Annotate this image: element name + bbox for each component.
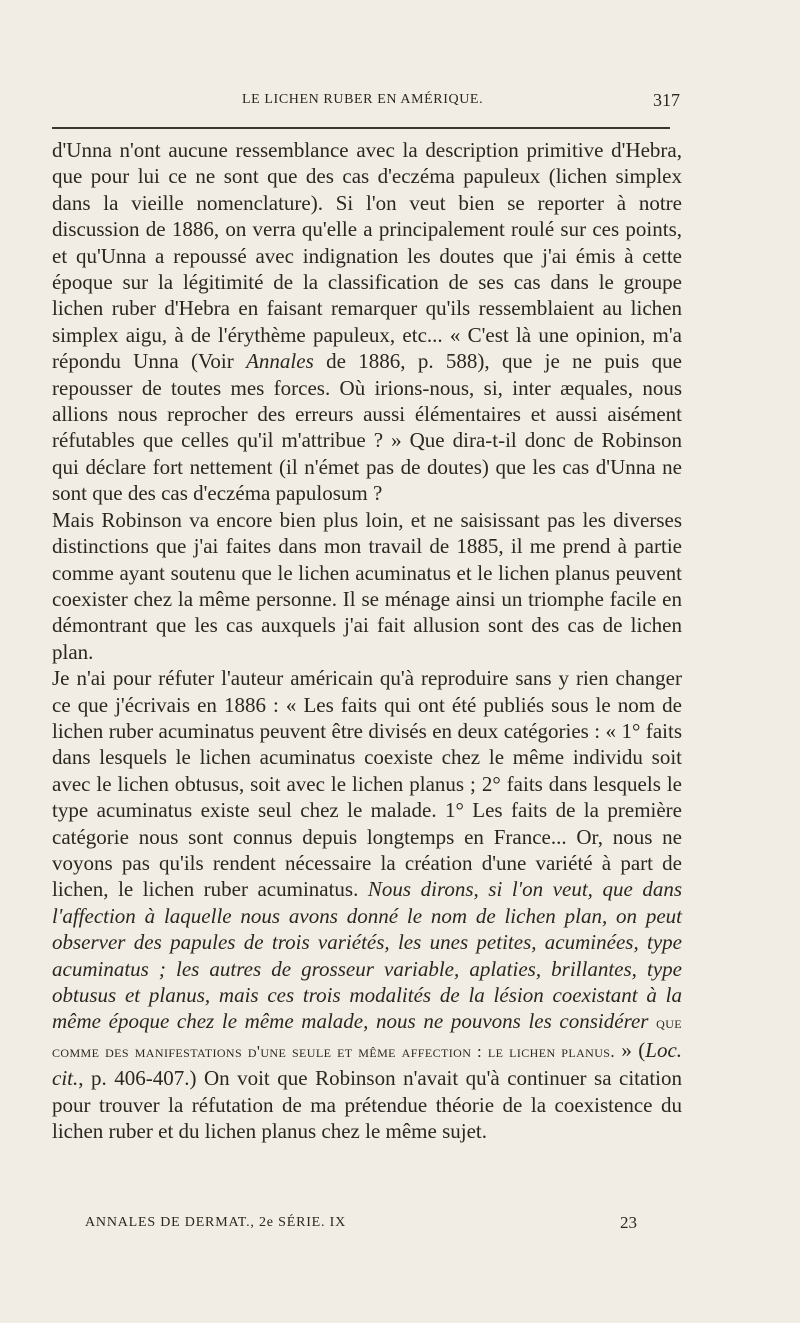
body-text: [52, 137, 682, 1144]
signature-mark: ANNALES DE DERMAT., 2e SÉRIE. IX: [85, 1215, 346, 1230]
page-footer: [85, 1213, 655, 1237]
italic-text: Nous dirons, si l'on veut, que dans l'affection à laquelle nous avons donné le nom de lichen plan, on peut observer des papules de trois variétés, les unes petites, acuminées, type acuminatus ; les autres de grosseur variable, aplaties, brillantes, type obtusus et planus, mais ces trois modalités de la lésion coexistant à la même époque chez le même malade, nous ne pouvons les considérer: [52, 877, 682, 1034]
text-run: [648, 1009, 656, 1033]
text-run: de 1886, p. 588), que je ne puis que repousser de toutes mes forces. Où irions-nous, si, inter æquales, nous allions nous reprocher des erreurs aussi élémentaires et aussi aisément réfutables que celles qu'il m'attribue ? » Que dira-t-il donc de Robinson qui déclare fort nettement (il n'émet pas de doutes) que les cas d'Unna ne sont que des cas d'eczéma papulosum ?: [52, 349, 682, 506]
sheet-number: 23: [620, 1213, 637, 1232]
text-run: Je n'ai pour réfuter l'auteur américain qu'à reproduire sans y rien changer ce que j'écrivais en 1886 : « Les faits qui ont été publiés sous le nom de lichen ruber acuminatus peuvent être divisés en deux catégories : « 1° faits dans lesquels le lichen acuminatus coexiste chez le même individu soit avec le lichen obtusus, soit avec le lichen planus ; 2° faits dans lesquels le type acuminatus existe seul chez le malade. 1° Les faits de la première catégorie nous sont connus depuis longtemps en France... Or, nous ne voyons pas qu'ils rendent nécessaire la création d'une variété à part de lichen, le lichen ruber acuminatus.: [52, 666, 682, 902]
paragraph: [52, 507, 682, 665]
small-caps-text: que comme des manifestations d'une seule et même affection : le lichen planus.: [52, 1013, 682, 1061]
page-number: 317: [653, 90, 680, 110]
italic-text: Annales: [246, 349, 314, 374]
text-run: d'Unna n'ont aucune ressemblance avec la description primitive d'Hebra, que pour lui ce ne sont que des cas d'eczéma papuleux (lichen simplex dans la vieille nomenclature). Si l'on veut bien se reporter à notre discussion de 1886, on verra qu'elle a principalement roulé sur ces points, et qu'Unna a repoussé avec indignation les doutes que j'ai émis à cette époque sur la légitimité de la classification de ses cas dans le groupe lichen ruber d'Hebra en faisant remarquer qu'ils ressemblaient au lichen simplex aigu, à de l'érythème papuleux, etc... « C'est là une opinion, m'a répondu Unna (Voir: [52, 138, 682, 374]
header-rule: [52, 127, 670, 129]
running-title: LE LICHEN RUBER EN AMÉRIQUE.: [242, 92, 484, 107]
text-run: Mais Robinson va encore bien plus loin, et ne saisissant pas les diverses distinctions que j'ai faites dans mon travail de 1885, il me prend à partie comme ayant soutenu que le lichen acuminatus et le lichen planus peuvent coexister chez la même personne. Il se ménage ainsi un triomphe facile en démontrant que les cas auxquels j'ai fait allusion sont des cas de lichen plan.: [52, 507, 682, 664]
text-run: , p. 406-407.) On voit que Robinson n'avait qu'à continuer sa citation pour trouver la réfutation de ma prétendue théorie de la coexistence du lichen ruber et du lichen planus chez le même sujet.: [52, 1066, 682, 1144]
italic-text: Loc. cit.: [52, 1037, 683, 1091]
text-run: » (: [615, 1037, 646, 1062]
paragraph: [52, 137, 682, 507]
running-head: [52, 90, 680, 114]
paragraph: [52, 665, 682, 1144]
